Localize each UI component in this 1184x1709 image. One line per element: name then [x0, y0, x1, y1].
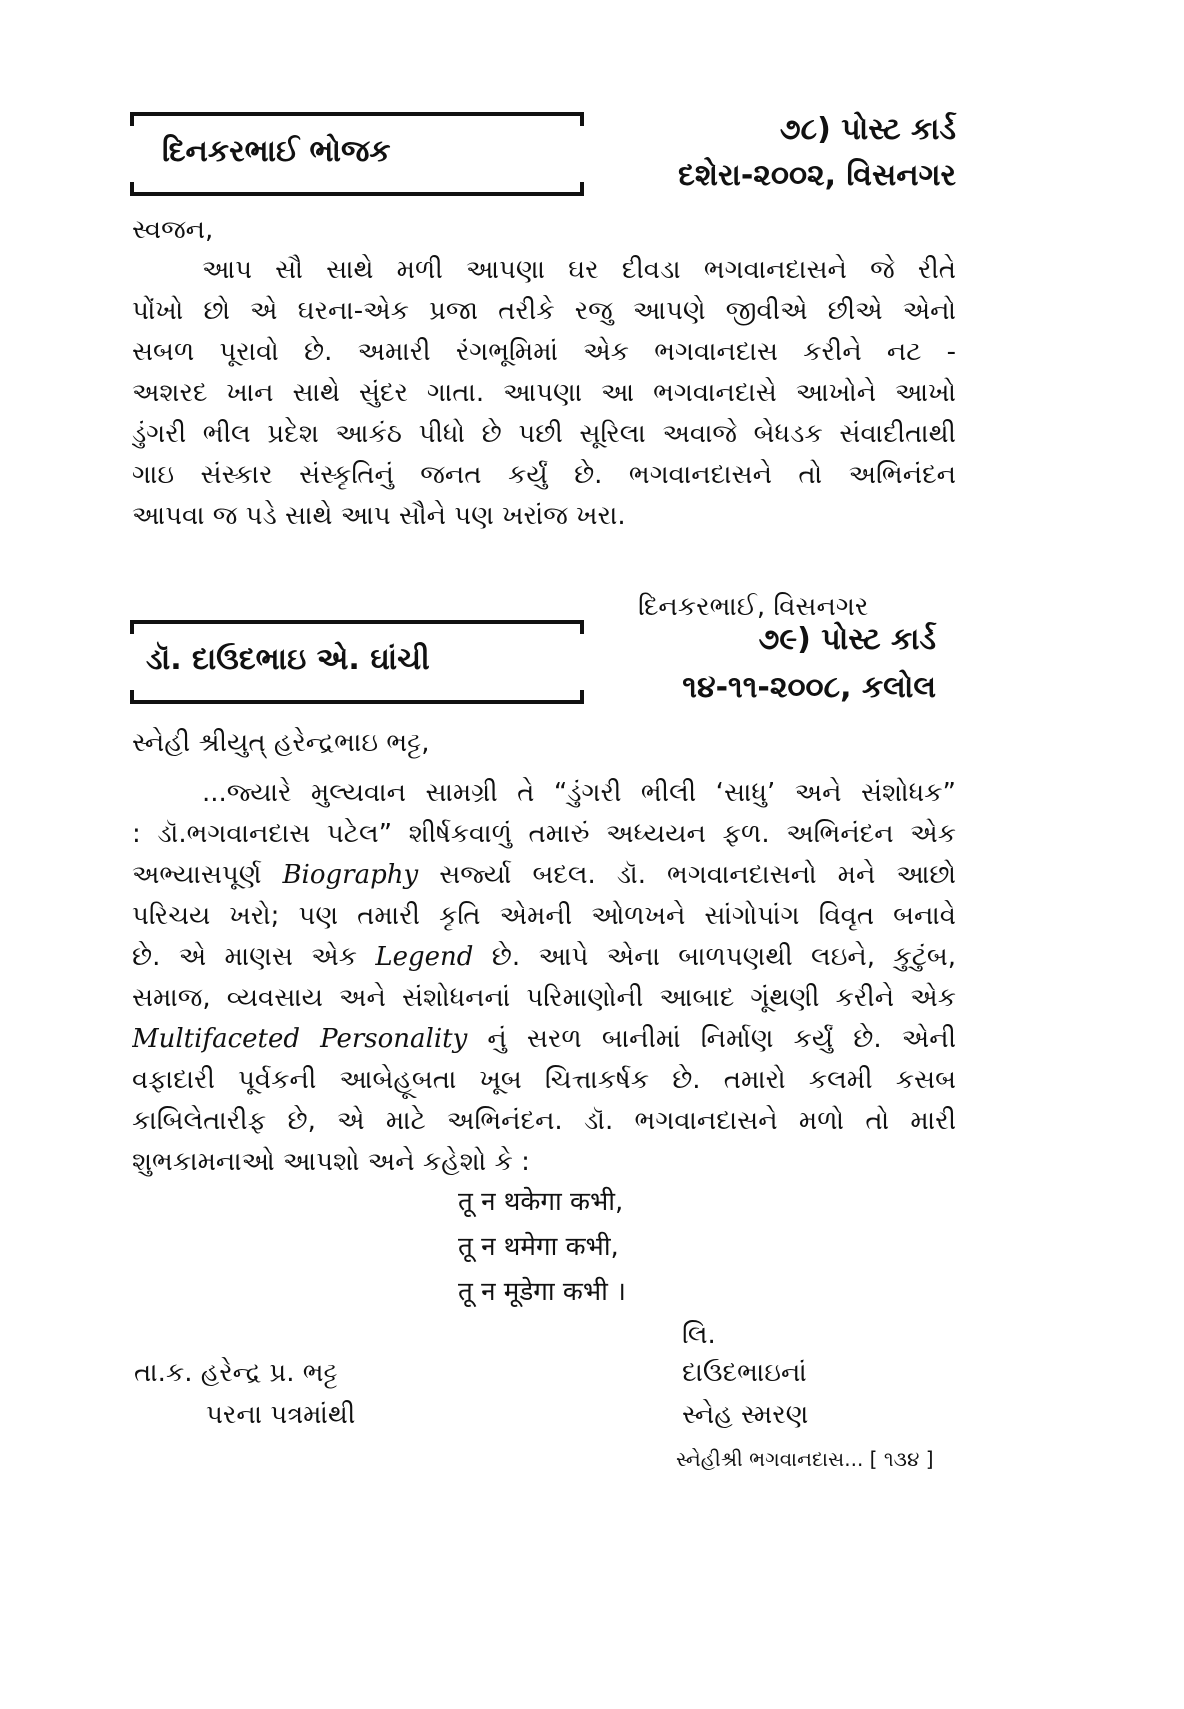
body-line: [132, 1019, 956, 1060]
body-line: કાબિલેતારીફ છે, એ માટે અભિનંદન. ડૉ. ભગવાનદાસને મળો તો મારી: [132, 1106, 956, 1136]
body-line: આપ સૌ સાથે મળી આપણા ઘર દીવડા ભગવાનદાસને જે રીતે: [202, 255, 956, 285]
letter-body-1: [132, 250, 956, 537]
verse-line: तू न मूडेगा कभी ।: [458, 1277, 626, 1307]
body-text: સર્જ્યા બદલ. ડૉ. ભગવાનદાસનો મને આછો: [439, 860, 956, 890]
hindi-verse: [458, 1180, 626, 1315]
salutation-2: સ્નેહી શ્રીયુત્ હરેન્દ્રભાઇ ભટ્ટ,: [132, 728, 430, 758]
page-footer: સ્નેહીશ્રી ભગવાનદાસ... [ ૧૩૪ ]: [676, 1447, 934, 1471]
body-line: વફાદારી પૂર્વકની આબેહૂબતા ખૂબ ચિત્તાકર્ષક છે. તમારો કલમી કસબ: [132, 1065, 956, 1095]
personality-term: Multifaceted Personality: [132, 1024, 468, 1054]
body-line: [132, 937, 956, 978]
closing-li: લિ.: [682, 1320, 716, 1350]
forwarded-by: તા.ક. હરેન્દ્ર પ્ર. ભટ્ટ: [134, 1358, 338, 1388]
signature-1: દિનકરભાઈ, વિસનગર: [638, 592, 869, 622]
body-text: છે. આપે એના બાળપણથી લઇને, કુટુંબ,: [491, 942, 956, 972]
body-line: સમાજ, વ્યવસાય અને સંશોધનનાં પરિમાણોની આબાદ ગૂંથણી કરીને એક: [132, 983, 956, 1013]
verse-line: तू न थकेगा कभी,: [458, 1187, 624, 1217]
body-line: પોંખો છો એ ઘરના-એક પ્રજા તરીકે રજુ આપણે જીવીએ છીએ એનો: [132, 296, 956, 326]
verse-line: तू न थमेगा कभी,: [458, 1232, 619, 1262]
body-line: પરિચય ખરો; પણ તમારી કૃતિ એમની ઓળખને સાંગોપાંગ વિવૃત બનાવે: [132, 901, 956, 931]
body-text: છે. એ માણસ એક: [132, 942, 358, 972]
postcard-date-place-1: દશેરા-૨૦૦૨, વિસનગર: [678, 158, 956, 193]
body-text: નું સરળ બાનીમાં નિર્માણ કર્યું છે. એની: [487, 1024, 956, 1054]
closing-regards: સ્નેહ સ્મરણ: [682, 1400, 809, 1430]
body-line: ડુંગરી ભીલ પ્રદેશ આકંઠ પીધો છે પછી સૂરિલા અવાજે બેધડક સંવાદીતાથી: [132, 419, 956, 449]
body-line: ગાઇ સંસ્કાર સંસ્કૃતિનું જનત કર્યું છે. ભગવાનદાસને તો અભિનંદન: [132, 460, 956, 490]
legend-term: Legend: [375, 942, 474, 972]
sender-name-box-1: [132, 112, 582, 196]
postcard-date-place-2: ૧૪-૧૧-૨૦૦૮, કલોલ: [682, 670, 936, 705]
body-line: [132, 855, 956, 896]
salutation-1: સ્વજન,: [132, 215, 214, 245]
body-line: ...જ્યારે મુલ્યવાન સામગ્રી તે “ડુંગરી ભીલી ‘સાધુ’ અને સંશોધક”: [202, 778, 956, 808]
sender-name-box-2: [132, 620, 582, 704]
body-line: અશરદ ખાન સાથે સુંદર ગાતા. આપણા આ ભગવાનદાસે આખોને આખો: [132, 378, 956, 408]
forwarded-source: પરના પત્રમાંથી: [206, 1400, 356, 1430]
body-line: શુભકામનાઓ આપશો અને કહેશો કે :: [132, 1147, 530, 1177]
sender-name-1: દિનકરભાઈ ભોજક: [162, 134, 391, 169]
body-line: આપવા જ પડે સાથે આપ સૌને પણ ખરાંજ ખરા.: [132, 501, 626, 531]
letter-body-2: [132, 773, 956, 1183]
body-text: અભ્યાસપૂર્ણ: [132, 860, 262, 890]
body-line: : ડૉ.ભગવાનદાસ પટેલ” શીર્ષકવાળું તમારું અધ્યયન ફળ. અભિનંદન એક: [132, 819, 956, 849]
postcard-number-2: ૭૯) પોસ્ટ કાર્ડ: [758, 622, 936, 657]
postcard-number-1: ૭૮) પોસ્ટ કાર્ડ: [779, 112, 956, 147]
closing-name: દાઉદભાઇનાં: [682, 1358, 807, 1388]
body-line: સબળ પૂરાવો છે. અમારી રંગભૂમિમાં એક ભગવાનદાસ કરીને નટ -: [132, 337, 956, 367]
sender-name-2: ડૉ. દાઉદભાઇ એ. ઘાંચી: [146, 642, 430, 677]
biography-term: Biography: [282, 860, 419, 890]
